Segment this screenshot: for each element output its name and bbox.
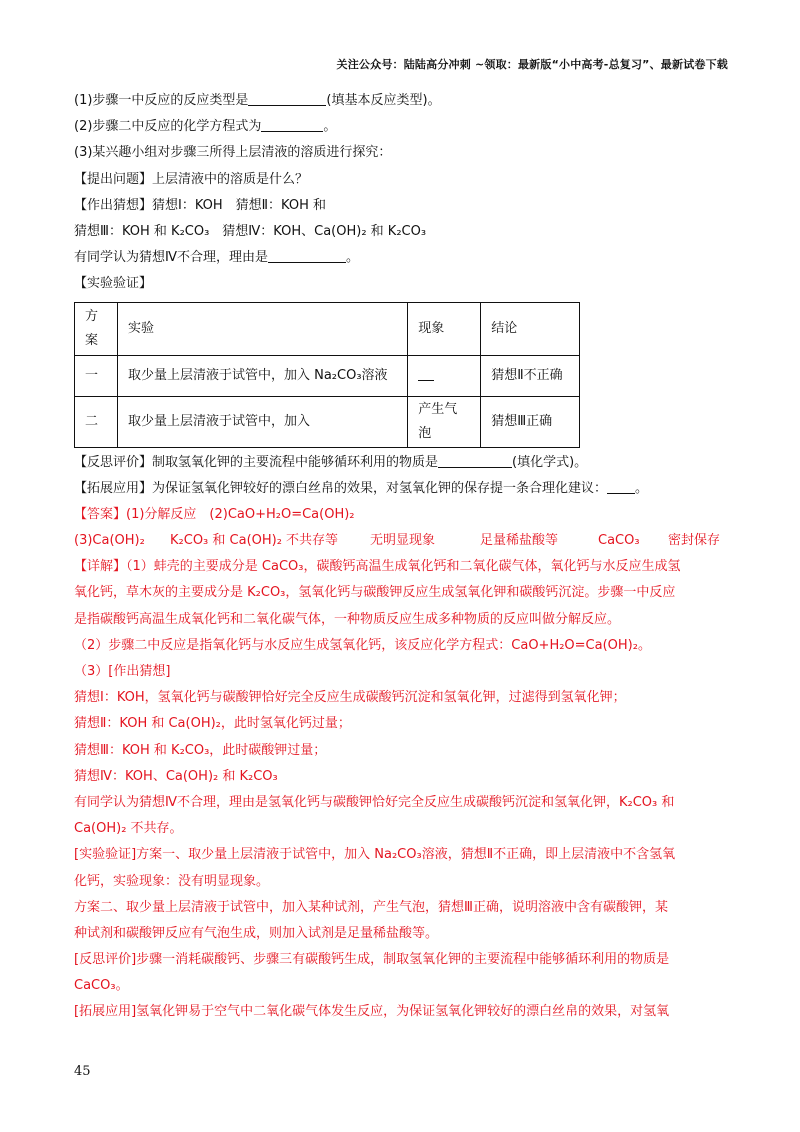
ask-question: 【提出问题】上层清液中的溶质是什么？ [74,171,309,187]
answer-blank [438,454,512,468]
answer-blank [418,367,434,381]
answer-blank [261,118,323,132]
question-2 [74,118,724,136]
answer-item: (3)Ca(OH)₂ [74,533,145,549]
detail-line: 方案二、取少量上层清液于试管中，加入某种试剂，产生气泡，猜想Ⅲ正确，说明溶液中含有碳酸钾，某 [74,899,668,915]
expand-text: 【拓展应用】为保证氢氧化钾较好的漂白丝帛的效果，对氢氧化钾的保存提一条合理化建议： [74,480,608,496]
table-header-row [75,302,580,355]
cell-experiment: 取少量上层清液于试管中，加入 [117,396,407,447]
question-1-text: (1)步骤一中反应的反应类型是 [74,93,249,108]
page-number: 45 [74,1064,91,1079]
document-body [74,92,724,1030]
experiment-table [74,302,580,448]
detail-line: 有同学认为猜想Ⅳ不合理，理由是氢氧化钙与碳酸钾恰好完全反应生成碳酸钙沉淀和氢氧化钾，K₂CO₃ 和 [74,794,675,810]
header-conclusion: 结论 [481,302,580,355]
detail-line: 种试剂和碳酸钾反应有气泡生成，则加入试剂是足量稀盐酸等。 [74,925,439,941]
page-header: 关注公众号：陆陆高分冲刺 ~领取：最新版“小中高考-总复习”、最新试卷下载 [336,58,728,71]
detail-line: （2）步骤二中反应是指氧化钙与水反应生成氢氧化钙，该反应化学方程式：CaO+H₂O=Ca(OH)₂。 [74,637,651,653]
detail-line: [反思评价]步骤一消耗碳酸钙、步骤三有碳酸钙生成，制取氢氧化钾的主要流程中能够循环利用的物质是 [74,952,670,968]
cell-plan: 二 [75,396,118,447]
table-row [75,396,580,447]
answer-item: CaCO₃ [598,533,640,549]
table-row [75,355,580,396]
question-1-suffix: (填基本反应类型)。 [326,93,441,108]
answer-line-2 [74,532,724,550]
answer-item: K₂CO₃ 和 Ca(OH)₂ 不共存等 [170,533,339,549]
detail-line: Ca(OH)₂ 不共存。 [74,821,183,837]
detail-line: 猜想Ⅰ：KOH，氢氧化钙与碳酸钾恰好完全反应生成碳酸钙沉淀和氢氧化钾，过滤得到氢氧化钾； [74,690,626,706]
expand-suffix: 。 [635,480,649,496]
reason-text: 有同学认为猜想Ⅳ不合理，理由是 [74,250,268,266]
answer-item: 无明显现象 [370,533,436,549]
detail-line: 是指碳酸钙高温生成氧化钙和二氧化碳气体，一种物质反应生成多种物质的反应叫做分解反应。 [74,611,621,627]
question-3: (3)某兴趣小组对步骤三所得上层清液的溶质进行探究： [74,145,392,161]
detail-line: 猜想Ⅲ：KOH 和 K₂CO₃，此时碳酸钾过量； [74,742,327,758]
detail-line: [实验验证]方案一、取少量上层清液于试管中，加入 Na₂CO₃溶液，猜想Ⅱ不正确，即上层清液中不含氢氧 [74,847,676,863]
cell-conclusion: 猜想Ⅲ正确 [481,396,580,447]
cell-plan: 一 [75,355,118,396]
reflect-line [74,454,724,472]
guess-line-1: 【作出猜想】猜想Ⅰ：KOH 猜想Ⅱ：KOH 和 [74,197,327,213]
question-2-suffix: 。 [323,119,337,135]
answer-item: 密封保存 [668,533,721,549]
expand-line [74,480,724,498]
reflect-text: 【反思评价】制取氢氧化钾的主要流程中能够循环利用的物质是 [74,454,439,470]
question-1 [74,92,724,110]
cell-phenomenon [408,355,481,396]
cell-phenomenon: 产生气泡 [408,396,481,447]
guess-line-2: 猜想Ⅲ：KOH 和 K₂CO₃ 猜想Ⅳ：KOH、Ca(OH)₂ 和 K₂CO₃ [74,223,427,239]
reflect-suffix: (填化学式)。 [512,454,588,470]
detail-line: 化钙，实验现象：没有明显现象。 [74,873,270,889]
cell-experiment: 取少量上层清液于试管中，加入 Na₂CO₃溶液 [117,355,407,396]
detail-line: 【详解】（1）蚌壳的主要成分是 CaCO₃，碳酸钙高温生成氧化钙和二氧化碳气体，氧化钙与水反应生成氢 [74,559,681,575]
detail-line: 猜想Ⅱ：KOH 和 Ca(OH)₂，此时氢氧化钙过量； [74,716,351,732]
answer-blank [268,249,346,263]
detail-line: 猜想Ⅳ：KOH、Ca(OH)₂ 和 K₂CO₃ [74,768,278,784]
answer-line-1: 【答案】(1)分解反应 (2)CaO+H₂O=Ca(OH)₂ [74,506,355,522]
verify-heading: 【实验验证】 [74,276,153,292]
question-2-text: (2)步骤二中反应的化学方程式为 [74,119,262,135]
detail-line: 氧化钙，草木灰的主要成分是 K₂CO₃，氢氧化钙与碳酸钾反应生成氢氧化钾和碳酸钙沉淀。步骤一中反应 [74,585,676,601]
detail-line: CaCO₃。 [74,978,129,994]
header-phenomenon: 现象 [408,302,481,355]
header-experiment: 实验 [117,302,407,355]
cell-conclusion: 猜想Ⅱ不正确 [481,355,580,396]
answer-blank [607,480,635,494]
reason-suffix: 。 [346,250,360,266]
detail-line: （3）[作出猜想] [74,664,171,679]
header-plan: 方案 [75,302,118,355]
answer-item: 足量稀盐酸等 [480,533,559,549]
detail-line: [拓展应用]氢氧化钾易于空气中二氧化碳气体发生反应，为保证氢氧化钾较好的漂白丝帛的效果，对氢氧 [74,1004,670,1020]
answer-blank [248,92,326,106]
reason-line [74,249,724,267]
